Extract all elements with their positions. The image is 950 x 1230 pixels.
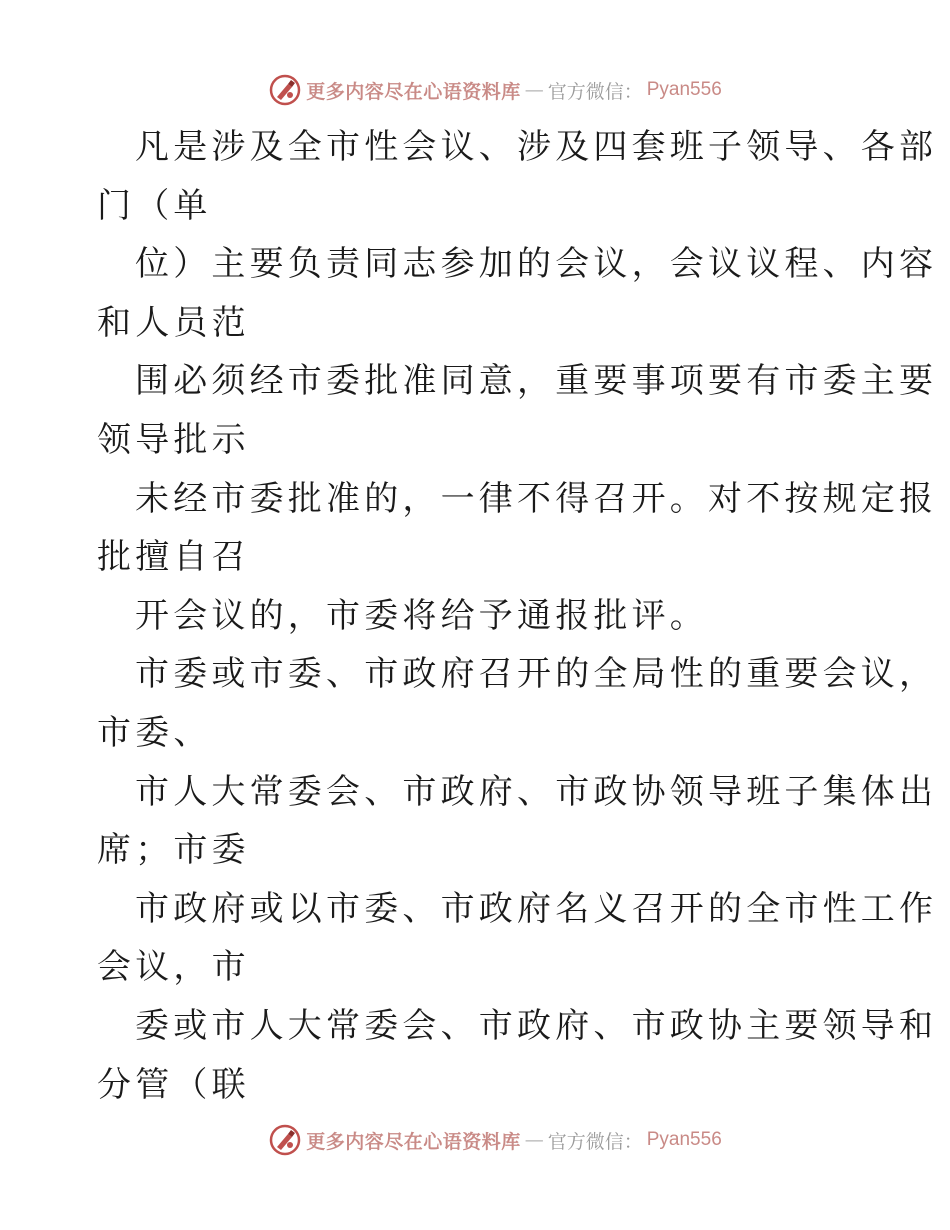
body-line: 位）主要负责同志参加的会议，会议议程、内容 — [135, 244, 938, 285]
body-line: 市委、 — [97, 712, 212, 753]
body-line: 批擅自召 — [97, 537, 250, 578]
watermark-separator: — — [524, 79, 544, 101]
body-line: 席；市委 — [97, 830, 250, 871]
body-line: 围必须经市委批准同意，重要事项要有市委主要 — [135, 361, 938, 402]
body-line: 领导批示 — [97, 419, 250, 460]
pen-logo-icon — [268, 1123, 302, 1157]
body-line: 未经市委批准的，一律不得召开。对不按规定报 — [135, 478, 938, 519]
document-body — [97, 118, 938, 1114]
watermark-sub: 官方微信： — [547, 80, 643, 103]
watermark-separator: — — [524, 1129, 544, 1151]
body-line: 和人员范 — [97, 302, 250, 343]
watermark-group — [268, 1123, 722, 1157]
body-line: 委或市人大常委会、市政府、市政协主要领导和 — [135, 1005, 938, 1046]
body-line: 市人大常委会、市政府、市政协领导班子集体出 — [135, 771, 938, 812]
watermark-code: Pyan556 — [646, 79, 722, 100]
header-watermark — [0, 70, 950, 110]
body-line: 开会议的，市委将给予通报批评。 — [135, 595, 708, 636]
pen-logo-icon — [268, 73, 302, 107]
body-line: 会议，市 — [97, 947, 250, 988]
watermark-code: Pyan556 — [646, 1129, 722, 1150]
body-line: 市政府或以市委、市政府名义召开的全市性工作 — [135, 888, 938, 929]
watermark-sub: 官方微信： — [547, 1130, 643, 1153]
body-line: 市委或市委、市政府召开的全局性的重要会议， — [135, 654, 938, 695]
body-line: 凡是涉及全市性会议、涉及四套班子领导、各部 — [135, 127, 938, 167]
watermark-text: 更多内容尽在心语资料库 — [306, 80, 521, 103]
body-line: 门（单 — [97, 185, 212, 226]
watermark-text: 更多内容尽在心语资料库 — [306, 1130, 521, 1153]
footer-watermark — [0, 1120, 950, 1160]
watermark-group — [268, 73, 722, 107]
body-line: 分管（联 — [97, 1064, 250, 1105]
